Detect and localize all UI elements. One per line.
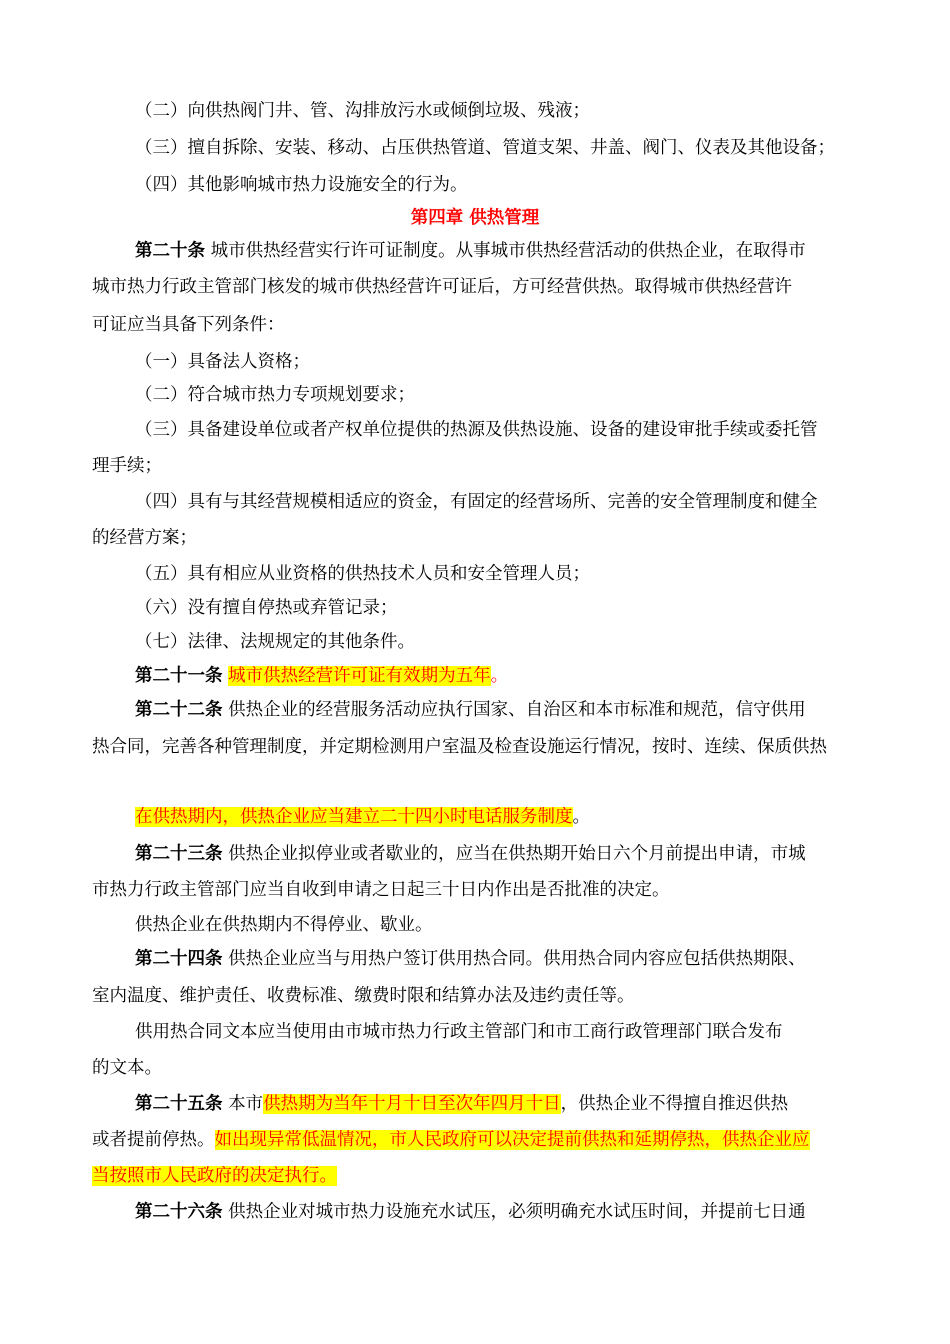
- article-24-line-3: 供用热合同文本应当使用由市城市热力行政主管部门和市工商行政管理部门联合发布: [135, 1022, 783, 1042]
- article-24-line-1: [135, 945, 862, 973]
- condition-4-line-1: （四）具有与其经营规模相适应的资金，有固定的经营场所、完善的安全管理制度和健全: [135, 492, 818, 512]
- article-24-line-2: 室内温度、维护责任、收费标准、缴费时限和结算办法及违约责任等。: [92, 986, 635, 1006]
- article-21: [135, 662, 862, 690]
- article-22-line-2: 热合同，完善各种管理制度，并定期检测用户室温及检查设施运行情况，按时、连续、保质供热: [92, 737, 827, 757]
- article-25-text-2: 或者提前停热。: [92, 1130, 215, 1150]
- condition-6: （六）没有擅自停热或弃管记录；: [135, 598, 398, 618]
- article-25-label: 第二十五条: [135, 1094, 223, 1114]
- condition-5: （五）具有相应从业资格的供热技术人员和安全管理人员；: [135, 564, 590, 584]
- condition-4-line-2: 的经营方案；: [92, 528, 197, 548]
- article-22-label: 第二十二条: [135, 700, 223, 720]
- article-22-line-3: [135, 803, 862, 831]
- article-24-text-1: 供热企业应当与用热户签订供用热合同。供用热合同内容应包括供热期限、: [228, 949, 806, 969]
- condition-3-line-1: （三）具备建设单位或者产权单位提供的热源及供热设施、设备的建设审批手续或委托管: [135, 420, 818, 440]
- article-25-highlight-2: 如出现异常低温情况，市人民政府可以决定提前供热和延期停热，供热企业应: [214, 1130, 810, 1150]
- article-20-text-1: 城市供热经营实行许可证制度。从事城市供热经营活动的供热企业，在取得市: [210, 241, 806, 261]
- article-25-line-2: [92, 1126, 862, 1154]
- article-23-line-2: 市热力行政主管部门应当自收到申请之日起三十日内作出是否批准的决定。: [92, 880, 670, 900]
- condition-1: （一）具备法人资格；: [135, 352, 310, 372]
- article-22-text-1: 供热企业的经营服务活动应执行国家、自治区和本市标准和规范，信守供用: [228, 700, 806, 720]
- condition-7: （七）法律、法规规定的其他条件。: [135, 632, 415, 652]
- article-25-line-3: [92, 1162, 862, 1190]
- article-20-label: 第二十条: [135, 241, 205, 261]
- article-23-text-1: 供热企业拟停业或者歇业的，应当在供热期开始日六个月前提出申请，市城: [228, 844, 806, 864]
- article-26-line-1: [135, 1198, 862, 1226]
- article-26-text-1: 供热企业对城市热力设施充水试压，必须明确充水试压时间，并提前七日通: [228, 1202, 806, 1222]
- clause-2-line: （二）向供热阀门井、管、沟排放污水或倾倒垃圾、残液；: [135, 101, 590, 121]
- article-25-line-1: [135, 1090, 862, 1118]
- article-20-line-3: 可证应当具备下列条件：: [92, 315, 285, 335]
- condition-2: （二）符合城市热力专项规划要求；: [135, 385, 415, 405]
- article-20-line-1: [135, 237, 862, 265]
- article-25-pre: 本市: [228, 1094, 264, 1114]
- article-23-label: 第二十三条: [135, 844, 223, 864]
- article-21-highlight: 城市供热经营许可证有效期为五年: [228, 666, 491, 686]
- article-25-highlight-3: 当按照市人民政府的决定执行。: [92, 1166, 337, 1186]
- article-21-label: 第二十一条: [135, 666, 223, 686]
- article-23-line-3: 供热企业在供热期内不得停业、歇业。: [135, 915, 433, 935]
- article-24-label: 第二十四条: [135, 949, 223, 969]
- clause-3-line: （三）擅自拆除、安装、移动、占压供热管道、管道支架、井盖、阀门、仪表及其他设备；: [135, 138, 835, 158]
- clause-4-line: （四）其他影响城市热力设施安全的行为。: [135, 175, 468, 195]
- article-25-mid: ，供热企业不得擅自推迟供热: [560, 1094, 789, 1114]
- article-22-line-1: [135, 696, 862, 724]
- article-21-end: 。: [490, 666, 509, 686]
- article-25-highlight-1: 供热期为当年十月十日至次年四月十日: [263, 1094, 561, 1114]
- condition-3-line-2: 理手续；: [92, 456, 162, 476]
- article-23-line-1: [135, 840, 862, 868]
- article-22-highlight: 在供热期内，供热企业应当建立二十四小时电话服务制度: [135, 807, 573, 827]
- article-22-end: 。: [572, 807, 590, 827]
- chapter-heading: 第四章 供热管理: [410, 208, 540, 228]
- article-20-line-2: 城市热力行政主管部门核发的城市供热经营许可证后，方可经营供热。取得城市供热经营许: [92, 277, 792, 297]
- article-24-line-4: 的文本。: [92, 1058, 162, 1078]
- article-26-label: 第二十六条: [135, 1202, 223, 1222]
